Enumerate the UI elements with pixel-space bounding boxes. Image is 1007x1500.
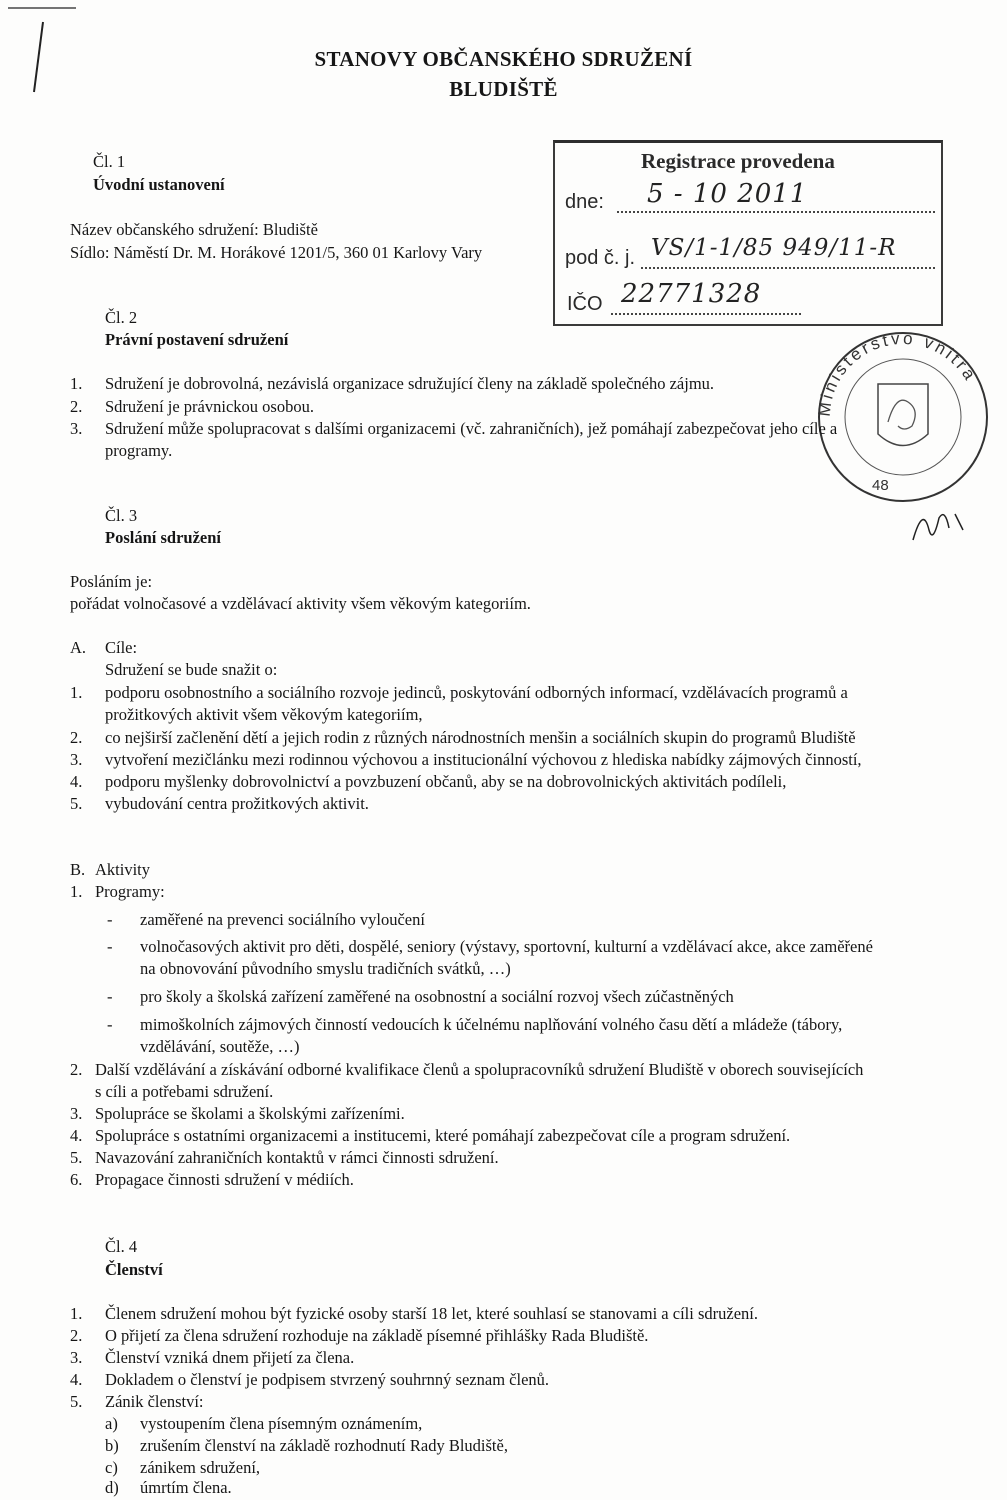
list-item: mimoškolních zájmových činností vedoucích k účelnému naplňování volného času dětí a mládeže (tábory, bbox=[140, 1015, 843, 1034]
stamp-ref-value: VS/1-1/85 949/11-R bbox=[651, 235, 897, 261]
list-item: Spolupráce s ostatními organizacemi a institucemi, které pomáhají zabezpečovat cíle a program sdružení. bbox=[95, 1126, 791, 1145]
list-item: Sdružení může spolupracovat s dalšími organizacemi (vč. zahraničních), jež pomáhají zabezpečovat jeho cíle a bbox=[105, 419, 838, 438]
list-item-number: 2. bbox=[70, 397, 83, 416]
list-item: Propagace činnosti sdružení v médiích. bbox=[95, 1170, 354, 1189]
sub-item-letter: d) bbox=[105, 1478, 119, 1497]
article-1-number: Čl. 1 bbox=[93, 152, 126, 171]
dash-bullet: - bbox=[107, 937, 113, 956]
dash-bullet: - bbox=[107, 910, 113, 929]
seal-number: 48 bbox=[872, 477, 889, 494]
list-item-number: 2. bbox=[70, 1326, 83, 1345]
section-b-label: B. bbox=[70, 860, 86, 879]
seal-arc-text: Ministerstvo vnitra bbox=[814, 328, 981, 418]
document-subtitle: BLUDIŠTĚ bbox=[449, 77, 558, 101]
list-item-number: 5. bbox=[70, 1148, 83, 1167]
association-seat: Sídlo: Náměstí Dr. M. Horákové 1201/5, 360 01 Karlovy Vary bbox=[70, 243, 483, 262]
section-a-label: A. bbox=[70, 638, 87, 657]
sub-item-letter: a) bbox=[105, 1414, 118, 1433]
sub-item: zánikem sdružení, bbox=[140, 1458, 261, 1477]
list-item-number: 3. bbox=[70, 419, 83, 438]
list-item: podporu osobnostního a sociálního rozvoje jedinců, poskytování odborných informací, vzdělávacích programů a bbox=[105, 683, 848, 702]
article-4-number: Čl. 4 bbox=[105, 1237, 138, 1256]
section-a-title: Cíle: bbox=[105, 638, 138, 657]
list-item: co nejširší začlenění dětí a jejich rodin z různých národnostních menšin a sociálních skupin do programů Bludiště bbox=[105, 728, 856, 747]
list-item: O přijetí za člena sdružení rozhoduje na základě písemné přihlášky Rada Bludiště. bbox=[105, 1326, 649, 1345]
list-item: Sdružení je dobrovolná, nezávislá organizace sdružující členy na základě společného zájmu. bbox=[105, 374, 715, 393]
stamp-ref-label: pod č. j. bbox=[565, 247, 636, 269]
list-item: volnočasových aktivit pro děti, dospělé, seniory (výstavy, sportovní, kulturní a vzdělávací akce, akce zaměřené bbox=[140, 937, 873, 956]
list-item: Zánik členství: bbox=[105, 1392, 204, 1411]
list-item: pro školy a školská zařízení zaměřené na osobnostní a sociální rozvoj všech zúčastněných bbox=[140, 987, 734, 1006]
list-item-number: 1. bbox=[70, 882, 83, 901]
article-2-number: Čl. 2 bbox=[105, 308, 138, 327]
mission-intro: Posláním je: bbox=[70, 572, 153, 591]
article-4-heading: Členství bbox=[105, 1260, 163, 1279]
list-item: Navazování zahraničních kontaktů v rámci činnosti sdružení. bbox=[95, 1148, 499, 1167]
article-3-number: Čl. 3 bbox=[105, 506, 138, 525]
list-item-continuation: prožitkových aktivit všem věkovým kategoriím, bbox=[105, 705, 423, 724]
list-item-number: 1. bbox=[70, 683, 83, 702]
list-item-number: 6. bbox=[70, 1170, 83, 1189]
list-item: Další vzdělávání a získávání odborné kvalifikace členů a spolupracovníků sdružení Bludiště v oborech souvisejících bbox=[95, 1060, 864, 1079]
list-item: vybudování centra prožitkových aktivit. bbox=[105, 794, 369, 813]
list-item-number: 2. bbox=[70, 728, 83, 747]
list-item-continuation: s cíli a potřebami sdružení. bbox=[95, 1082, 274, 1101]
stamp-ico-value: 22771328 bbox=[621, 279, 762, 309]
stamp-date-label: dne: bbox=[565, 191, 604, 213]
article-2-heading: Právní postavení sdružení bbox=[105, 330, 289, 349]
list-item-number: 1. bbox=[70, 374, 83, 393]
signature-mark bbox=[905, 500, 975, 550]
list-item-number: 4. bbox=[70, 1126, 83, 1145]
list-item-number: 3. bbox=[70, 1104, 83, 1123]
ministry-seal-icon bbox=[808, 322, 998, 512]
mission-text: pořádat volnočasové a vzdělávací aktivity všem věkovým kategoriím. bbox=[70, 594, 531, 613]
list-item: podporu myšlenky dobrovolnictví a povzbuzení občanů, aby se na dobrovolnických aktivitách podíleli, bbox=[105, 772, 787, 791]
dash-bullet: - bbox=[107, 1015, 113, 1034]
association-name: Název občanského sdružení: Bludiště bbox=[70, 220, 318, 239]
list-item: zaměřené na prevenci sociálního vyloučení bbox=[140, 910, 425, 929]
list-item: Spolupráce se školami a školskými zařízeními. bbox=[95, 1104, 405, 1123]
sub-item-letter: b) bbox=[105, 1436, 119, 1455]
sub-item-letter: c) bbox=[105, 1458, 118, 1477]
document-title: STANOVY OBČANSKÉHO SDRUŽENÍ bbox=[314, 47, 693, 71]
list-item-continuation: na obnovování původního smyslu tradičních svátků, …) bbox=[140, 959, 511, 978]
stamp-heading: Registrace provedena bbox=[641, 149, 835, 173]
list-item: Sdružení je právnickou osobou. bbox=[105, 397, 314, 416]
list-item: Členem sdružení mohou být fyzické osoby starší 18 let, které souhlasí se stanovami a cíli sdružení. bbox=[105, 1304, 758, 1323]
sub-item: úmrtím člena. bbox=[140, 1478, 232, 1497]
list-item-number: 4. bbox=[70, 1370, 83, 1389]
svg-text:Ministerstvo vnitra bbox=[815, 329, 981, 418]
stamp-date-value: 5 - 10 2011 bbox=[647, 179, 808, 209]
list-item-continuation: programy. bbox=[105, 441, 173, 460]
list-item: Členství vzniká dnem přijetí za člena. bbox=[105, 1348, 355, 1367]
list-item-number: 2. bbox=[70, 1060, 83, 1079]
section-a-subtitle: Sdružení se bude snažit o: bbox=[105, 660, 278, 679]
list-item-number: 1. bbox=[70, 1304, 83, 1323]
dash-bullet: - bbox=[107, 987, 113, 1006]
programs-title: Programy: bbox=[95, 882, 165, 901]
list-item-number: 3. bbox=[70, 1348, 83, 1367]
sub-item: zrušením členství na základě rozhodnutí Rady Bludiště, bbox=[140, 1436, 508, 1455]
list-item-number: 5. bbox=[70, 1392, 83, 1411]
registration-stamp bbox=[553, 140, 943, 326]
article-3-heading: Poslání sdružení bbox=[105, 528, 221, 547]
article-1-heading: Úvodní ustanovení bbox=[93, 175, 225, 194]
list-item: vytvoření mezičlánku mezi rodinnou výchovou a institucionální výchovou z hlediska nabídky zájmových činností, bbox=[105, 750, 862, 769]
section-b-title: Aktivity bbox=[95, 860, 151, 879]
stamp-ico-label: IČO bbox=[567, 293, 603, 315]
list-item-continuation: vzdělávání, soutěže, …) bbox=[140, 1037, 300, 1056]
list-item: Dokladem o členství je podpisem stvrzený souhrnný seznam členů. bbox=[105, 1370, 550, 1389]
list-item-number: 5. bbox=[70, 794, 83, 813]
sub-item: vystoupením člena písemným oznámením, bbox=[140, 1414, 423, 1433]
list-item-number: 3. bbox=[70, 750, 83, 769]
list-item-number: 4. bbox=[70, 772, 83, 791]
